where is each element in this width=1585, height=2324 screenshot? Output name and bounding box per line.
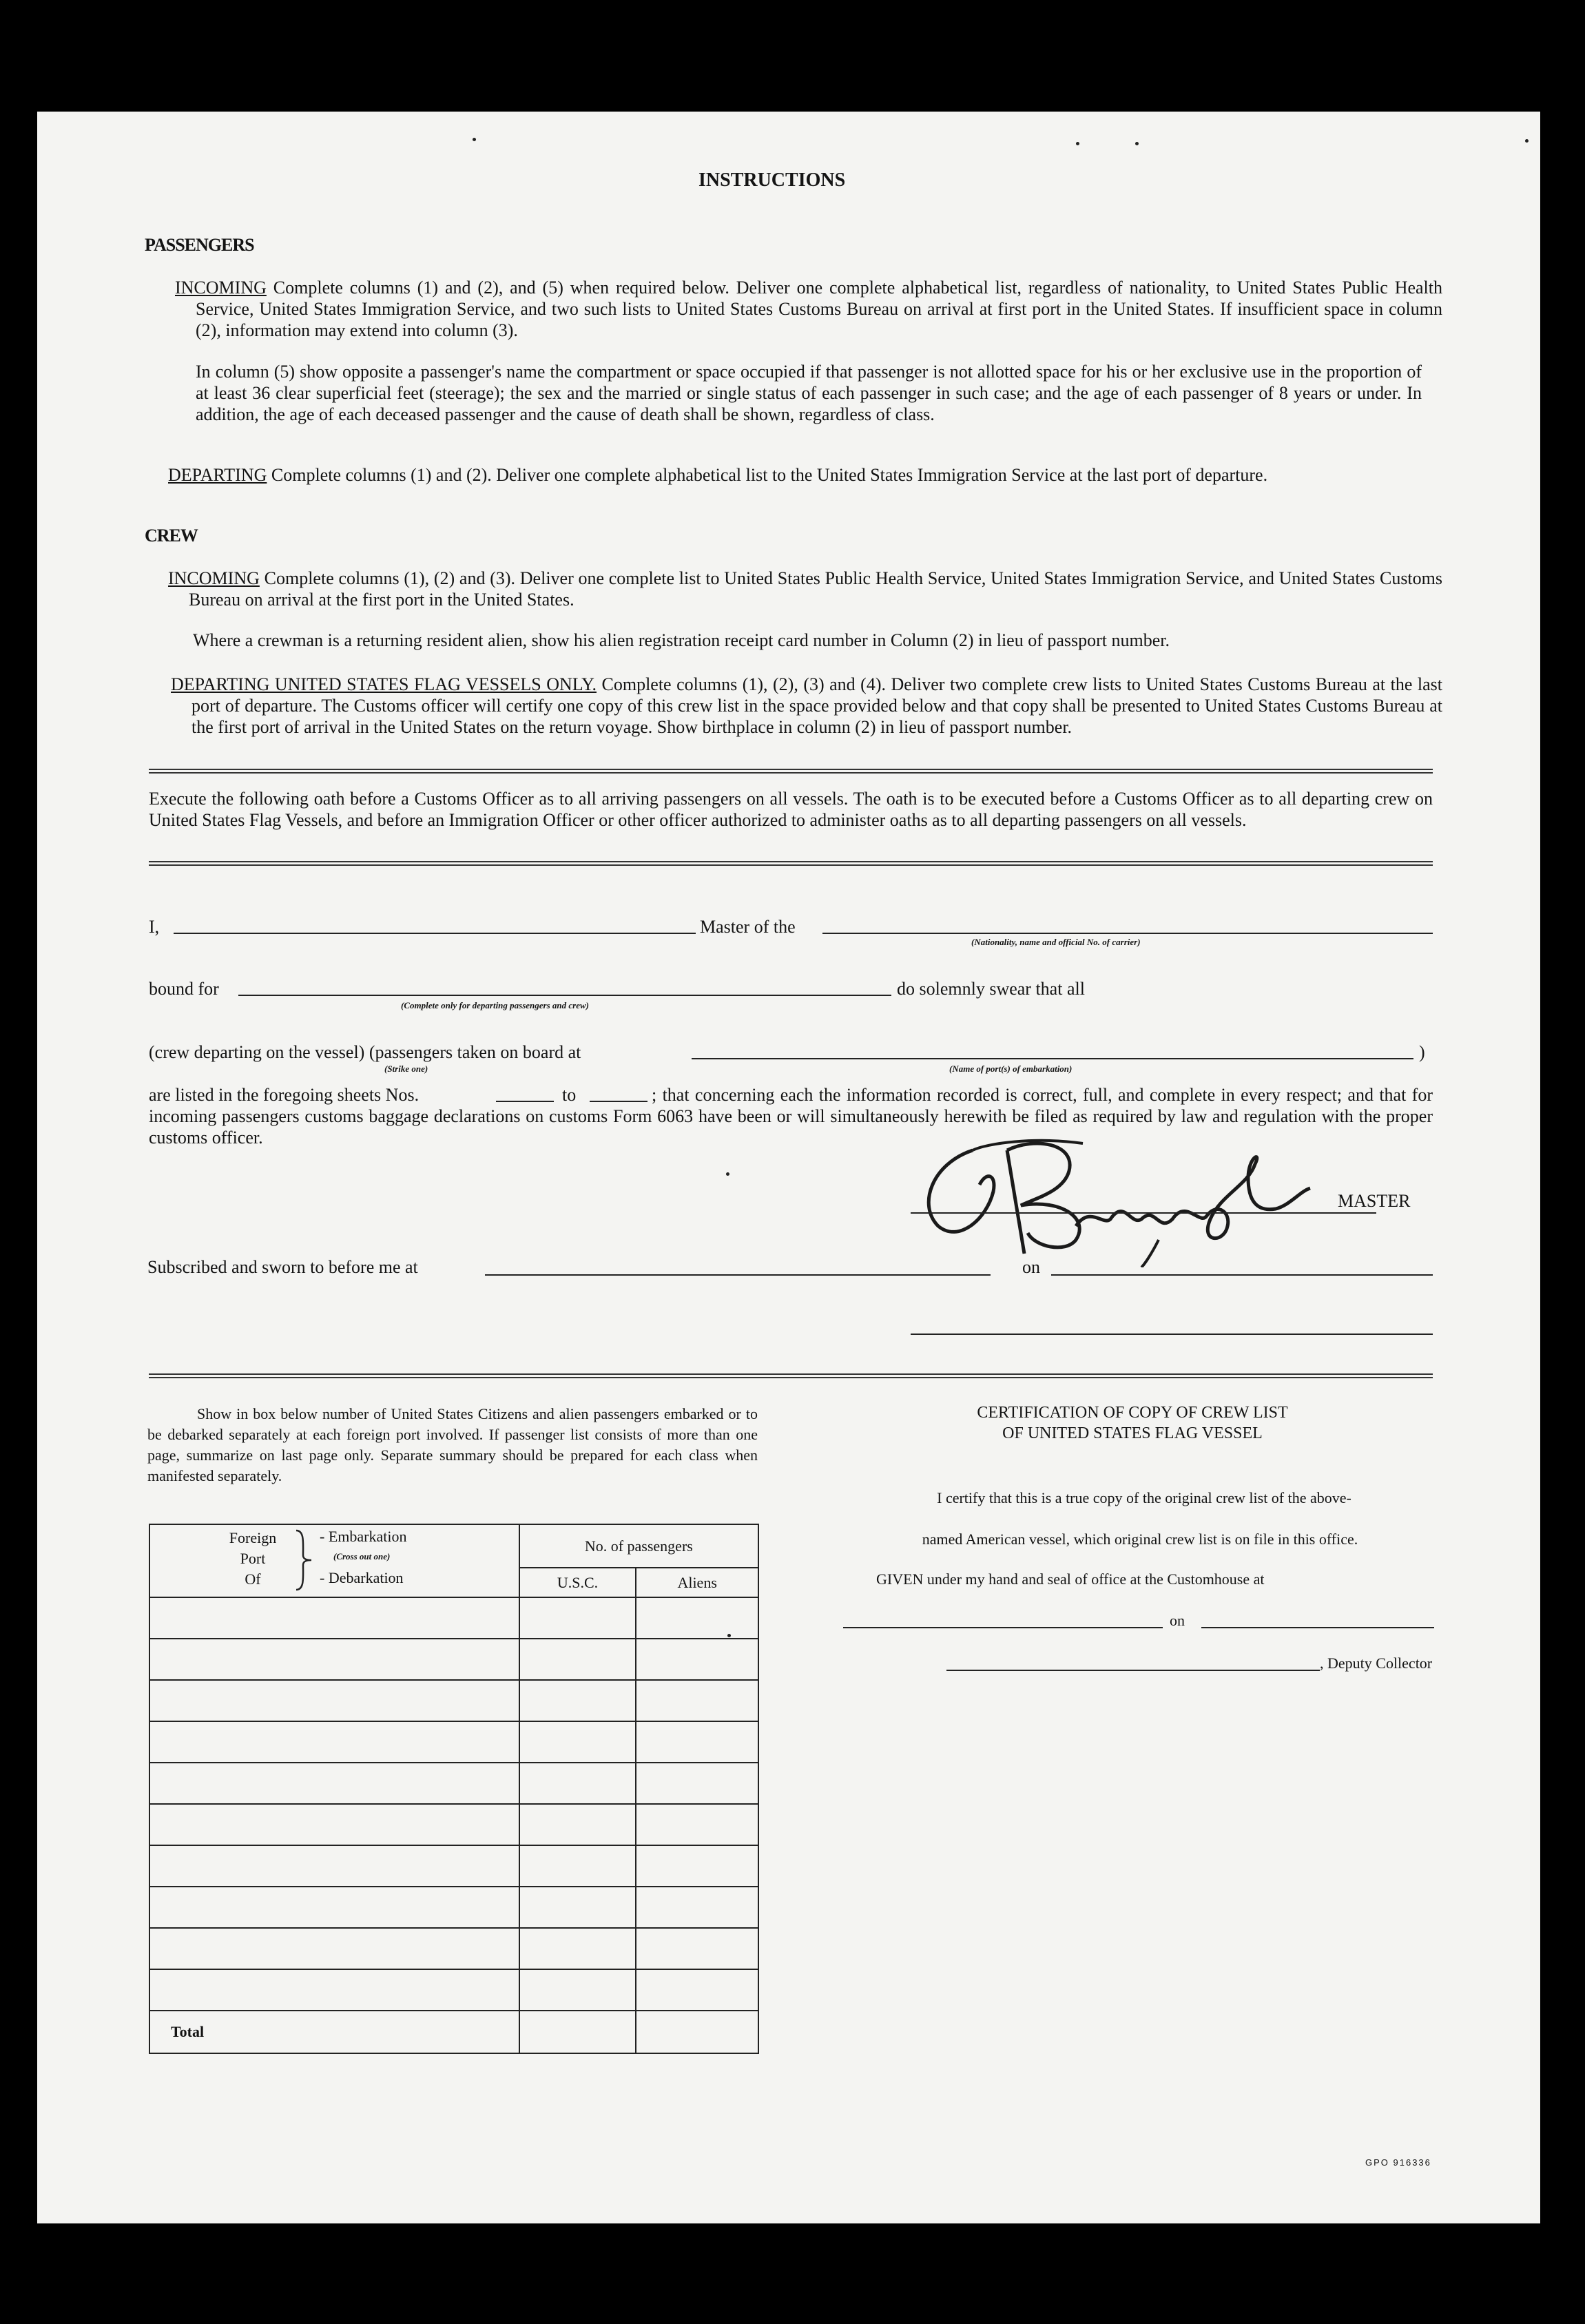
crew-incoming-paragraph: [168, 568, 1442, 610]
bound-for-note: (Complete only for departing passengers and crew): [401, 1000, 589, 1010]
ports-note: (Name of port(s) of embarkation): [949, 1064, 1073, 1074]
sworn-date-field[interactable]: [1051, 1274, 1433, 1276]
aliens-header: Aliens: [636, 1568, 758, 1597]
divider-1: [149, 769, 1433, 774]
listed-label: are listed in the foregoing sheets Nos.: [149, 1085, 419, 1105]
foreign-port-header: [149, 1524, 519, 1597]
certification-title-line-2: OF UNITED STATES FLAG VESSEL: [1002, 1424, 1263, 1442]
table-row: [149, 1804, 758, 1845]
crew-departing-label: DEPARTING UNITED STATES FLAG VESSELS ONLY.: [171, 674, 597, 694]
divider-2: [149, 861, 1433, 866]
strike-one-note: (Strike one): [384, 1064, 428, 1074]
certification-on-label: on: [1170, 1612, 1185, 1629]
aliens-cell[interactable]: [636, 1969, 758, 2011]
usc-cell[interactable]: [519, 1763, 636, 1804]
port-cell[interactable]: [149, 1928, 519, 1969]
port-cell[interactable]: [149, 1804, 519, 1845]
cross-out-note: (Cross out one): [333, 1551, 391, 1562]
usc-cell[interactable]: [519, 1680, 636, 1721]
usc-cell[interactable]: [519, 1845, 636, 1887]
divider-3: [149, 1373, 1433, 1378]
passengers-departing-paragraph: [168, 464, 1442, 486]
port-cell[interactable]: [149, 1639, 519, 1680]
certification-date-field[interactable]: [1201, 1627, 1434, 1628]
sworn-place-field[interactable]: [485, 1274, 991, 1276]
bound-for-field[interactable]: [238, 995, 891, 996]
usc-cell[interactable]: [519, 1721, 636, 1763]
passenger-summary-table: [149, 1524, 759, 2054]
table-row: [149, 1969, 758, 2011]
usc-cell[interactable]: [519, 1887, 636, 1928]
scan-speck: [1076, 142, 1079, 145]
to-label: to: [562, 1085, 577, 1105]
table-row: [149, 1928, 758, 1969]
close-paren: ): [1419, 1042, 1425, 1062]
customhouse-field[interactable]: [843, 1627, 1163, 1628]
form-page: [37, 112, 1540, 2223]
scan-speck: [726, 1172, 729, 1176]
table-row: [149, 1845, 758, 1887]
crew-departing-label-oath: (crew departing on the vessel) (passengers taken on board at: [149, 1042, 581, 1062]
scan-speck: [1135, 142, 1139, 145]
passengers-count-header: No. of passengers: [519, 1524, 758, 1568]
crew-incoming-text: Complete columns (1), (2) and (3). Deliver one complete list to United States Public Health Service, United States Immigration Service, and United States Customs Bureau on arrival at the first port in the United States.: [189, 568, 1442, 610]
carrier-note: (Nationality, name and official No. of carrier): [971, 937, 1141, 947]
certification-title-line-1: CERTIFICATION OF COPY OF CREW LIST: [977, 1404, 1288, 1422]
oath-i-label: I,: [149, 917, 160, 937]
certify-line-2: named American vessel, which original crew list is on file in this office.: [922, 1531, 1358, 1548]
embarkation-label: - Embarkation: [320, 1528, 407, 1545]
total-usc-cell[interactable]: [519, 2011, 636, 2053]
subscribed-label: Subscribed and sworn to before me at: [147, 1257, 418, 1277]
table-row: [149, 1680, 758, 1721]
table-row: [149, 1887, 758, 1928]
passengers-departing-label: DEPARTING: [168, 465, 267, 485]
table-row: [149, 1597, 758, 1639]
bound-for-label: bound for: [149, 979, 219, 999]
embarkation-ports-field[interactable]: [692, 1058, 1413, 1059]
col-foreign: Foreign: [229, 1529, 277, 1546]
passengers-incoming-text: Complete columns (1) and (2), and (5) when required below. Deliver one complete alphabetical list, regardless of nationality, to United States Public Health Service, United States Immigration Service, and two such lists to United States Customs Bureau on arrival at first port in the United States. If insufficient space in column (2), information may extend into column (3).: [196, 278, 1443, 340]
carrier-field[interactable]: [822, 933, 1433, 934]
table-row: [149, 1721, 758, 1763]
aliens-cell[interactable]: [636, 1763, 758, 1804]
port-cell[interactable]: [149, 1721, 519, 1763]
master-label: MASTER: [1338, 1191, 1411, 1211]
instructions-title: INSTRUCTIONS: [698, 169, 846, 191]
passengers-incoming-paragraph: [175, 277, 1442, 341]
scan-speck: [727, 1634, 731, 1637]
brace-icon: [293, 1529, 314, 1591]
officer-signature-field[interactable]: [911, 1334, 1433, 1335]
summary-instructions: Show in box below number of United States Citizens and alien passengers embarked or to be debarked separately at each foreign port involved. If passenger list consists of more than one page, summarize on last page only. Separate summary should be prepared for each class when manifested separately.: [147, 1405, 758, 1484]
listed-rest-text: ; that concerning each the information recorded is correct, full, and complete in every respect; and that for incoming passengers customs baggage declarations on customs Form 6063 have been or will simultaneously herewith be filed as required by law and regulation with the proper customs officer.: [149, 1085, 1433, 1148]
aliens-cell[interactable]: [636, 1721, 758, 1763]
port-cell[interactable]: [149, 1597, 519, 1639]
col-port: Port: [240, 1550, 266, 1567]
passengers-incoming-label: INCOMING: [175, 278, 267, 298]
port-cell[interactable]: [149, 1763, 519, 1804]
usc-header: U.S.C.: [519, 1568, 636, 1597]
passengers-departing-text: Complete columns (1) and (2). Deliver one complete alphabetical list to the United States Immigration Service at the last port of departure.: [271, 465, 1268, 485]
scan-speck: [473, 138, 476, 141]
table-row: [149, 1639, 758, 1680]
master-signature-line[interactable]: [911, 1212, 1376, 1214]
usc-cell[interactable]: [519, 1928, 636, 1969]
deputy-collector-label: , Deputy Collector: [1320, 1654, 1433, 1672]
debarkation-label: - Debarkation: [320, 1569, 404, 1586]
master-of-label: Master of the: [700, 917, 796, 937]
total-row: [149, 2011, 758, 2053]
aliens-cell[interactable]: [636, 1845, 758, 1887]
aliens-cell[interactable]: [636, 1680, 758, 1721]
total-aliens-cell[interactable]: [636, 2011, 758, 2053]
scan-speck: [1525, 139, 1529, 143]
col-of: Of: [245, 1570, 261, 1588]
foreign-port-label: [222, 1528, 284, 1590]
port-cell[interactable]: [149, 1969, 519, 2011]
deputy-collector-field[interactable]: [946, 1670, 1320, 1671]
certify-line-1: I certify that this is a true copy of the original crew list of the above-: [937, 1489, 1351, 1506]
printer-code: GPO 916336: [1365, 2157, 1431, 2168]
total-label: Total: [149, 2011, 519, 2053]
given-line: GIVEN under my hand and seal of office at the Customhouse at: [876, 1570, 1265, 1588]
port-cell[interactable]: [149, 1845, 519, 1887]
master-name-field[interactable]: [174, 933, 696, 934]
table-row: [149, 1763, 758, 1804]
master-signature: [904, 1123, 1331, 1267]
crew-resident-paragraph: Where a crewman is a returning resident alien, show his alien registration receipt card number in Column (2) in lieu of passport number.: [193, 630, 1170, 650]
usc-cell[interactable]: [519, 1639, 636, 1680]
crew-incoming-label: INCOMING: [168, 568, 260, 588]
usc-cell[interactable]: [519, 1969, 636, 2011]
usc-cell[interactable]: [519, 1804, 636, 1845]
certification-title: [850, 1402, 1415, 1444]
aliens-cell[interactable]: [636, 1597, 758, 1639]
port-cell[interactable]: [149, 1887, 519, 1928]
port-cell[interactable]: [149, 1680, 519, 1721]
sworn-on-label: on: [1022, 1257, 1040, 1277]
passengers-heading: PASSENGERS: [145, 235, 254, 255]
aliens-cell[interactable]: [636, 1804, 758, 1845]
passengers-column5-paragraph: In column (5) show opposite a passenger's name the compartment or space occupied if that passenger is not allotted space for his or her exclusive use in the proportion of at least 36 clear superficial feet (steerage); the sex and the married or single status of each passenger in such case; and the age of each passenger of 8 years or under. In addition, the age of each deceased passenger and the cause of death shall be shown, regardless of class.: [196, 362, 1422, 424]
swear-label: do solemnly swear that all: [897, 979, 1085, 999]
usc-cell[interactable]: [519, 1597, 636, 1639]
crew-departing-paragraph: [171, 674, 1442, 738]
crew-departing-text: Complete columns (1), (2), (3) and (4). Deliver two complete crew lists to United States Customs Bureau at the last port of departure. The Customs officer will certify one copy of this crew list in the space provided below and that copy shall be presented to United States Customs Bureau at the first port of arrival in the United States on the return voyage. Show birthplace in column (2) in lieu of passport number.: [191, 674, 1442, 737]
aliens-cell[interactable]: [636, 1887, 758, 1928]
crew-heading: CREW: [145, 526, 198, 546]
oath-intro-paragraph: Execute the following oath before a Customs Officer as to all arriving passengers on all vessels. The oath is to be executed before a Customs Officer as to all departing crew on United States Flag Vessels, and before an Immigration Officer or other officer authorized to administer oaths as to all departing passengers on all vessels.: [149, 789, 1433, 830]
aliens-cell[interactable]: [636, 1928, 758, 1969]
aliens-cell[interactable]: [636, 1639, 758, 1680]
